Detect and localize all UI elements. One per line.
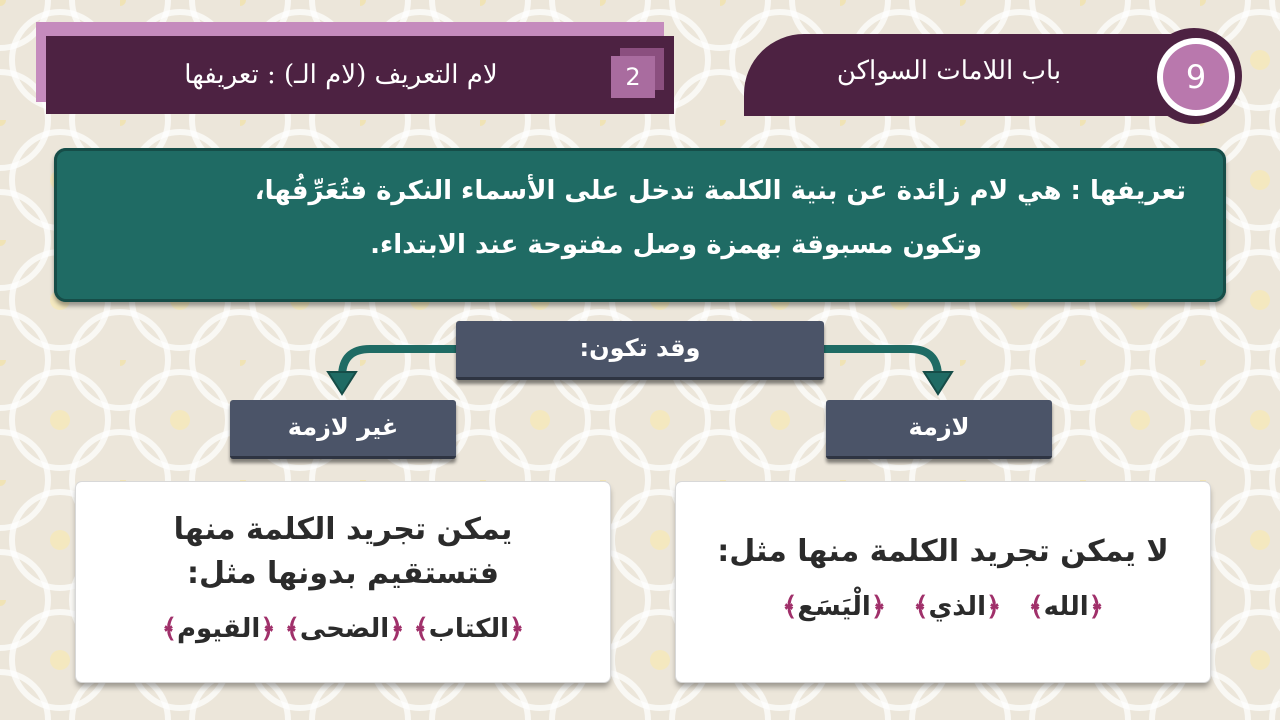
lesson-title: لام التعريف (لام الـ) : تعريفها — [184, 60, 498, 90]
mandatory-label: لازمة — [826, 400, 1052, 459]
definition-line-1: تعريفها : هي لام زائدة عن بنية الكلمة تدخل على الأسماء النكرة فتُعَرِّفُها، — [254, 176, 1186, 206]
chapter-number: 9 — [1163, 44, 1229, 110]
example-item: ﴿الضحى﴾ — [284, 614, 405, 644]
example-item: ﴿الكتاب﴾ — [413, 614, 525, 644]
example-item: ﴿الْيَسَع﴾ — [782, 592, 887, 622]
example-item: ﴿الله﴾ — [1028, 592, 1104, 622]
mandatory-text-1: لا يمكن تجريد الكلمة منها مثل: — [717, 534, 1169, 569]
example-item: ﴿القيوم﴾ — [161, 614, 276, 644]
mandatory-examples — [676, 592, 1210, 622]
chapter-title: باب اللامات السواكن — [836, 56, 1062, 86]
arrow-right-line — [822, 349, 938, 378]
non-mandatory-label: غير لازمة — [230, 400, 456, 459]
example-item: ﴿الذي﴾ — [913, 592, 1002, 622]
arrow-left-line — [342, 349, 458, 378]
arrow-right-head — [924, 372, 952, 394]
mandatory-card — [676, 482, 1210, 682]
non-mandatory-card — [76, 482, 610, 682]
branch-label: وقد تكون: — [456, 321, 824, 380]
non-mandatory-examples — [76, 614, 610, 644]
definition-line-2: وتكون مسبوقة بهمزة وصل مفتوحة عند الابتداء. — [370, 230, 982, 260]
lesson-number-badge: 2 — [611, 56, 655, 98]
arrow-left-head — [328, 372, 356, 394]
non-mandatory-text-1: يمكن تجريد الكلمة منها — [173, 512, 513, 547]
non-mandatory-text-2: فتستقيم بدونها مثل: — [186, 556, 500, 591]
